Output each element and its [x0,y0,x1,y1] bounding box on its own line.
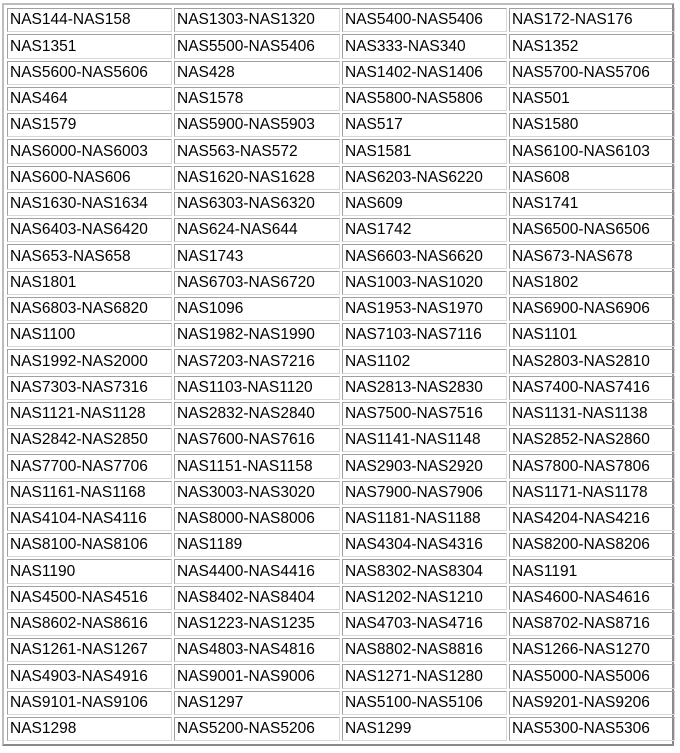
table-cell: NAS1743 [174,244,340,268]
table-cell: NAS5700-NAS5706 [509,61,675,85]
table-row [7,218,675,242]
table-cell: NAS1121-NAS1128 [7,402,172,426]
part-number-table-frame [2,3,674,746]
table-cell: NAS4304-NAS4316 [342,533,507,557]
table-cell: NAS1223-NAS1235 [174,612,340,636]
table-cell: NAS4400-NAS4416 [174,559,340,583]
table-cell: NAS608 [509,166,675,190]
table-cell: NAS673-NAS678 [509,244,675,268]
table-cell: NAS7900-NAS7906 [342,481,507,505]
table-cell: NAS2852-NAS2860 [509,428,675,452]
table-cell: NAS4903-NAS4916 [7,664,172,688]
table-cell: NAS1096 [174,297,340,321]
table-cell: NAS1101 [509,323,675,347]
table-cell: NAS4703-NAS4716 [342,612,507,636]
table-cell: NAS2813-NAS2830 [342,376,507,400]
table-cell: NAS6203-NAS6220 [342,166,507,190]
table-cell: NAS1802 [509,271,675,295]
table-row [7,297,675,321]
table-cell: NAS5400-NAS5406 [342,8,507,32]
table-cell: NAS144-NAS158 [7,8,172,32]
table-cell: NAS9201-NAS9206 [509,691,675,715]
table-cell: NAS2803-NAS2810 [509,349,675,373]
table-cell: NAS6603-NAS6620 [342,244,507,268]
table-cell: NAS1297 [174,691,340,715]
table-row [7,533,675,557]
table-cell: NAS8802-NAS8816 [342,638,507,662]
table-row [7,349,675,373]
table-cell: NAS1578 [174,87,340,111]
table-cell: NAS5200-NAS5206 [174,717,340,741]
table-row [7,139,675,163]
table-row [7,428,675,452]
table-cell: NAS5000-NAS5006 [509,664,675,688]
table-row [7,323,675,347]
table-cell: NAS600-NAS606 [7,166,172,190]
table-cell: NAS5300-NAS5306 [509,717,675,741]
table-row [7,664,675,688]
table-row [7,586,675,610]
table-cell: NAS8200-NAS8206 [509,533,675,557]
table-row [7,271,675,295]
table-cell: NAS1303-NAS1320 [174,8,340,32]
table-cell: NAS609 [342,192,507,216]
table-cell: NAS1266-NAS1270 [509,638,675,662]
table-cell: NAS8000-NAS8006 [174,507,340,531]
table-cell: NAS6500-NAS6506 [509,218,675,242]
table-cell: NAS1189 [174,533,340,557]
table-cell: NAS1131-NAS1138 [509,402,675,426]
table-cell: NAS7303-NAS7316 [7,376,172,400]
table-row [7,376,675,400]
table-cell: NAS6303-NAS6320 [174,192,340,216]
table-row [7,61,675,85]
table-cell: NAS1102 [342,349,507,373]
table-cell: NAS1100 [7,323,172,347]
table-row [7,691,675,715]
table-cell: NAS1742 [342,218,507,242]
table-cell: NAS1579 [7,113,172,137]
table-cell: NAS1181-NAS1188 [342,507,507,531]
table-cell: NAS172-NAS176 [509,8,675,32]
table-cell: NAS1151-NAS1158 [174,454,340,478]
table-cell: NAS1580 [509,113,675,137]
table-cell: NAS1299 [342,717,507,741]
table-cell: NAS7103-NAS7116 [342,323,507,347]
table-cell: NAS1581 [342,139,507,163]
nas-part-number-table [5,6,677,743]
table-cell: NAS8702-NAS8716 [509,612,675,636]
table-row [7,481,675,505]
table-row [7,507,675,531]
table-cell: NAS1801 [7,271,172,295]
table-cell: NAS8602-NAS8616 [7,612,172,636]
table-cell: NAS6000-NAS6003 [7,139,172,163]
table-row [7,612,675,636]
table-row [7,454,675,478]
table-cell: NAS1171-NAS1178 [509,481,675,505]
table-row [7,192,675,216]
table-cell: NAS4204-NAS4216 [509,507,675,531]
table-cell: NAS1261-NAS1267 [7,638,172,662]
table-cell: NAS5900-NAS5903 [174,113,340,137]
table-cell: NAS6900-NAS6906 [509,297,675,321]
table-cell: NAS4600-NAS4616 [509,586,675,610]
table-cell: NAS5600-NAS5606 [7,61,172,85]
table-cell: NAS9001-NAS9006 [174,664,340,688]
table-cell: NAS5100-NAS5106 [342,691,507,715]
table-cell: NAS1191 [509,559,675,583]
table-cell: NAS2832-NAS2840 [174,402,340,426]
table-cell: NAS1161-NAS1168 [7,481,172,505]
table-row [7,717,675,741]
table-row [7,166,675,190]
table-cell: NAS501 [509,87,675,111]
table-cell: NAS2842-NAS2850 [7,428,172,452]
table-cell: NAS1992-NAS2000 [7,349,172,373]
table-cell: NAS1982-NAS1990 [174,323,340,347]
table-cell: NAS7800-NAS7806 [509,454,675,478]
table-cell: NAS3003-NAS3020 [174,481,340,505]
table-row [7,244,675,268]
table-cell: NAS624-NAS644 [174,218,340,242]
table-cell: NAS1003-NAS1020 [342,271,507,295]
table-cell: NAS1620-NAS1628 [174,166,340,190]
table-cell: NAS4500-NAS4516 [7,586,172,610]
table-cell: NAS7600-NAS7616 [174,428,340,452]
table-cell: NAS1351 [7,34,172,58]
table-cell: NAS563-NAS572 [174,139,340,163]
table-cell: NAS428 [174,61,340,85]
table-cell: NAS1298 [7,717,172,741]
table-cell: NAS4803-NAS4816 [174,638,340,662]
table-cell: NAS653-NAS658 [7,244,172,268]
table-cell: NAS4104-NAS4116 [7,507,172,531]
table-cell: NAS1190 [7,559,172,583]
table-cell: NAS6803-NAS6820 [7,297,172,321]
table-cell: NAS1202-NAS1210 [342,586,507,610]
table-row [7,34,675,58]
table-row [7,638,675,662]
table-row [7,402,675,426]
table-row [7,113,675,137]
table-cell: NAS1953-NAS1970 [342,297,507,321]
table-cell: NAS1630-NAS1634 [7,192,172,216]
table-cell: NAS1271-NAS1280 [342,664,507,688]
table-cell: NAS1103-NAS1120 [174,376,340,400]
table-cell: NAS7500-NAS7516 [342,402,507,426]
table-cell: NAS6100-NAS6103 [509,139,675,163]
table-cell: NAS7203-NAS7216 [174,349,340,373]
table-row [7,559,675,583]
table-cell: NAS5800-NAS5806 [342,87,507,111]
table-cell: NAS1352 [509,34,675,58]
table-cell: NAS8100-NAS8106 [7,533,172,557]
table-row [7,8,675,32]
table-cell: NAS9101-NAS9106 [7,691,172,715]
table-cell: NAS8402-NAS8404 [174,586,340,610]
table-cell: NAS517 [342,113,507,137]
table-cell: NAS333-NAS340 [342,34,507,58]
table-cell: NAS7700-NAS7706 [7,454,172,478]
table-cell: NAS6703-NAS6720 [174,271,340,295]
table-cell: NAS2903-NAS2920 [342,454,507,478]
table-cell: NAS1402-NAS1406 [342,61,507,85]
table-cell: NAS1141-NAS1148 [342,428,507,452]
table-cell: NAS5500-NAS5406 [174,34,340,58]
table-row [7,87,675,111]
table-cell: NAS8302-NAS8304 [342,559,507,583]
table-cell: NAS1741 [509,192,675,216]
table-cell: NAS464 [7,87,172,111]
table-cell: NAS6403-NAS6420 [7,218,172,242]
table-cell: NAS7400-NAS7416 [509,376,675,400]
table-body [7,8,675,741]
